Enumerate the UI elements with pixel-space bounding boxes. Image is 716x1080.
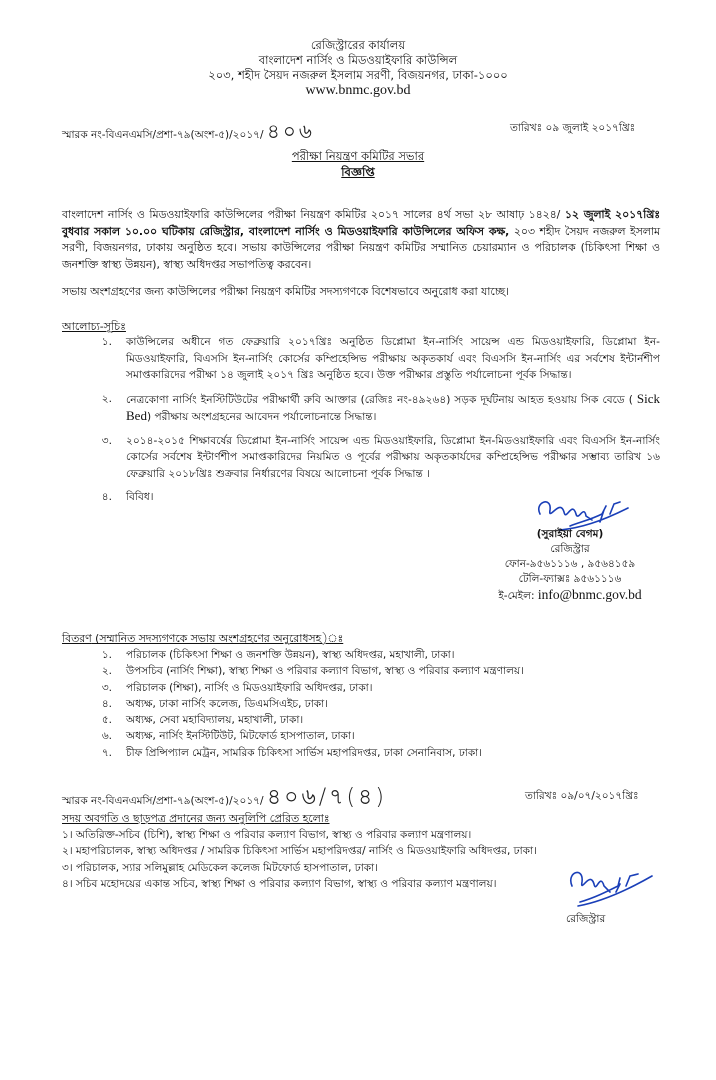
- copy-item: ৩। পরিচালক, স্যার সলিমুল্লাহ মেডিকেল কলেজ মিটফোর্ড হাসপাতাল, ঢাকা।: [62, 861, 378, 874]
- agenda-list: [62, 334, 660, 513]
- signatory-block: [470, 527, 670, 604]
- signatory-fax: টেলি-ফ্যাক্সঃ ৯৫৬১১১৬: [518, 573, 622, 585]
- distribution-item-number: ৪.: [101, 697, 112, 710]
- distribution-heading-rest: (সম্মানিত সদস্যগণকে সভায় অংশগ্রহণের অনুরোধসহ)ঃ: [91, 632, 344, 645]
- notice-title: [0, 148, 716, 180]
- memo-reference-text: স্মারক নং-বিএনএমসি/প্রশা-৭৯(অংশ-৫)/২০১৭/: [62, 795, 264, 807]
- agenda-item-text: ২০১৪-২০১৫ শিক্ষাবর্ষের ডিপ্লোমা ইন-নার্সিং সায়েন্স এন্ড মিডওয়াইফারি, ডিপ্লোমা ইন-মিডওয়াইফারি এবং বিএসসি ইন-নার্সিং কোর্সের সর্বশেষ ইন্টার্ণশীপ সমাপ্তকারিদের নিয়মিত ও পূর্বের পরীক্ষায় অকৃতকার্যদের কম্প্রিহেন্সিভ পরীক্ষার সম্ভাব্য তারিখ ১৬ ফেব্রুয়ারি ২০১৮খ্রিঃ শুক্রবার নির্ধারণের বিষয়ে আলোচনা পূর্বক সিদ্ধান্ত ।: [126, 434, 660, 480]
- agenda-item-text: [126, 391, 660, 426]
- distribution-item-text: অধ্যক্ষ, সেবা মহাবিদ্যালয়, মহাখালী, ঢাকা।: [126, 714, 304, 727]
- distribution-item-text: উপসচিব (নার্সিং শিক্ষা), স্বাস্থ্য শিক্ষা ও পরিবার কল্যাণ বিভাগ, স্বাস্থ্য ও পরিবার কল্যাণ মন্ত্রণালয়।: [126, 665, 524, 678]
- distribution-item-number: ৫.: [101, 714, 112, 727]
- distribution-item-number: ১.: [101, 649, 112, 661]
- memo-date-top: তারিখঃ ০৯ জুলাই ২০১৭খ্রিঃ: [510, 122, 636, 134]
- council-address: ২০৩, শহীদ সৈয়দ নজরুল ইসলাম সরণী, বিজয়নগর, ঢাকা-১০০০: [208, 68, 508, 82]
- agenda-item-number: ১.: [101, 336, 112, 348]
- distribution-item-number: ৩.: [101, 681, 112, 694]
- handwritten-memo-number: ৪০৬/৭(৪): [266, 785, 387, 810]
- office-name: রেজিস্ট্রারের কার্যালয়: [310, 38, 406, 52]
- signatory-email[interactable]: info@bnmc.gov.bd: [537, 587, 642, 602]
- distribution-item: [62, 680, 662, 696]
- distribution-item-number: ৬.: [101, 730, 112, 743]
- notice-title-line2: বিজ্ঞপ্তি: [341, 165, 375, 179]
- handwritten-memo-number: ৪০৬: [266, 119, 315, 143]
- distribution-item: [62, 647, 662, 663]
- distribution-item-text: পরিচালক (চিকিৎসা শিক্ষা ও জনশক্তি উন্নয়ন), স্বাস্থ্য অধিদপ্তর, মহাখালী, ঢাকা।: [126, 649, 455, 661]
- notice-body-paragraph: [62, 207, 660, 273]
- copy-item: ৪। সচিব মহোদয়ের একান্ত সচিব, স্বাস্থ্য শিক্ষা ও পরিবার কল্যাণ বিভাগ, স্বাস্থ্য ও পরিবার কল্যাণ মন্ত্রণালয়।: [62, 877, 497, 890]
- body-text-bold: ১২ জুলাই ২০১৭খ্রিঃ বুধবার সকাল ১০.০০ ঘটিকায় রেজিস্ট্রার, বাংলাদেশ নার্সিং ও মিডওয়াইফারি কাউন্সিলের অফিস কক্ষ,: [62, 208, 660, 238]
- agenda-item-text-en: Sick Bed: [126, 390, 660, 423]
- distribution-item-number: ৭.: [101, 746, 112, 759]
- agenda-item-number: ২.: [101, 392, 112, 405]
- council-name: বাংলাদেশ নার্সিং ও মিডওয়াইফারি কাউন্সিল: [258, 53, 458, 67]
- registrar-signature-2: [560, 862, 660, 912]
- distribution-item-number: ২.: [101, 665, 112, 678]
- notice-request-paragraph: সভায় অংশগ্রহণের জন্য কাউন্সিলের পরীক্ষা নিয়ন্ত্রণ কমিটির সদস্যগণকে বিশেষভাবে অনুরোধ করা যাচ্ছে।: [62, 285, 509, 298]
- agenda-item-text: কাউন্সিলের অধীনে গত ফেব্রুয়ারি ২০১৭খ্রিঃ অনুষ্ঠিত ডিপ্লোমা ইন-নার্সিং সায়েন্স এন্ড মিডওয়াইফারি, ডিপ্লোমা ইন-মিডওয়াইফারি, বিএসসি ইন-নার্সিং কোর্সের কম্প্রিহেন্সিভ পরীক্ষায় অকৃতকার্য এবং বিএসসি ইন-নার্সিং এর সর্বশেষ ইন্টার্নশীপ সমাপ্তকারিদের পরীক্ষা ১৪ জুলাই ২০১৭ খ্রিঃ অনুষ্ঠিত হবে। উক্ত পরীক্ষার প্রস্তুতি পর্যালোচনা পূর্বক সিদ্ধান্ত।: [126, 336, 660, 381]
- agenda-heading: আলোচ্য-সূচিঃ: [62, 320, 126, 333]
- distribution-item: [62, 712, 662, 728]
- distribution-list: [62, 647, 662, 761]
- distribution-item-text: অধ্যক্ষ, নার্সিং ইনস্টিটিউট, মিটফোর্ড হাসপাতাল, ঢাকা।: [126, 730, 355, 743]
- letterhead: [0, 38, 716, 98]
- agenda-item-text: বিবিধ।: [126, 491, 154, 503]
- distribution-heading-main: বিতরণ: [62, 632, 92, 645]
- signatory-email-line: [470, 587, 670, 604]
- council-website[interactable]: www.bnmc.gov.bd: [305, 83, 411, 98]
- memo-reference-top: [62, 117, 315, 150]
- copy-item: ১। অতিরিক্ত-সচিব (চিশি), স্বাস্থ্য শিক্ষা ও পরিবার কল্যাণ বিভাগ, স্বাস্থ্য ও পরিবার কল্যাণ মন্ত্রণালয়।: [62, 829, 472, 841]
- signatory-phone: ফোন-৯৫৬১১১৬ , ৯৫৬৪১৫৯: [504, 558, 636, 570]
- signatory-name: (সুরাইয়া বেগম): [536, 528, 604, 540]
- signatory-designation: রেজিস্ট্রার: [550, 543, 590, 555]
- agenda-item-number: ৪.: [101, 491, 112, 503]
- copies-signatory-designation: রেজিস্ট্রার: [566, 913, 606, 925]
- agenda-item: [62, 391, 660, 426]
- body-text-intro: বাংলাদেশ নার্সিং ও মিডওয়াইফারি কাউন্সিলের পরীক্ষা নিয়ন্ত্রণ কমিটির ২০১৭ সালের ৪র্থ সভা ২৮ আষাঢ় ১৪২৪/: [62, 208, 565, 221]
- distribution-item: [62, 696, 662, 712]
- distribution-item: [62, 663, 662, 679]
- notice-title-line1: পরীক্ষা নিয়ন্ত্রণ কমিটির সভার: [291, 149, 425, 163]
- distribution-item-text: অধ্যক্ষ, ঢাকা নার্সিং কলেজ, ডিএমসিএইচ, ঢাকা।: [126, 697, 328, 710]
- memo-date-bottom: তারিখঃ ০৯/০৭/২০১৭খ্রিঃ: [525, 790, 639, 802]
- agenda-item: [62, 334, 660, 384]
- memo-reference-text: স্মারক নং-বিএনএমসি/প্রশা-৭৯(অংশ-৫)/২০১৭/: [62, 129, 264, 141]
- distribution-item-text: পরিচালক (শিক্ষা), নার্সিং ও মিডওয়াইফারি অধিদপ্তর, ঢাকা।: [126, 681, 373, 694]
- copy-item: ২। মহাপরিচালক, স্বাস্থ্য অধিদপ্তর / সামরিক চিকিৎসা সার্ভিস মহাপরিদপ্তর/ নার্সিং ও মিডওয়াইফারি অধিদপ্তর, ঢাকা।: [62, 845, 537, 858]
- copies-heading: সদয় অবগতি ও ছাড়পত্র প্রদানের জন্য অনুলিপি প্রেরিত হলোঃ: [62, 812, 330, 825]
- distribution-item: [62, 745, 662, 761]
- body-text-rest: ২০৩ শহীদ সৈয়দ নজরুল ইসলাম সরণী, বিজয়নগর, ঢাকায় অনুষ্ঠিত হবে। সভায় কাউন্সিলের পরীক্ষা নিয়ন্ত্রণ কমিটির সম্মানিত চেয়ারম্যান ও পরিচালক (চিকিৎসা শিক্ষা ও জনশক্তি স্বাস্থ্য উন্নয়ন), স্বাস্থ্য অধিদপ্তর সভাপতিত্ব করবেন।: [62, 224, 660, 271]
- agenda-item-text-b: ) পরীক্ষায় অংশগ্রহনের আবেদন পর্যালোচনান্তে সিদ্ধান্ত।: [146, 411, 377, 423]
- email-label: ই-মেইল:: [498, 590, 538, 602]
- agenda-item-text-a: নেত্রকোণা নার্সিং ইনস্টিটিউটের পরীক্ষার্থী রুবি আক্তার (রেজিঃ নং-৪৯২৬৪) সড়ক দূর্ঘটনায় আহত হওয়ায় সিক বেডে (: [126, 393, 633, 406]
- agenda-item: [62, 433, 660, 483]
- agenda-item-number: ৩.: [101, 434, 112, 447]
- distribution-item: [62, 728, 662, 744]
- distribution-item-text: চীফ প্রিন্সিপ্যাল মেট্রন, সামরিক চিকিৎসা সার্ভিস মহাপরিদপ্তর, ঢাকা সেনানিবাস, ঢাকা।: [126, 746, 482, 759]
